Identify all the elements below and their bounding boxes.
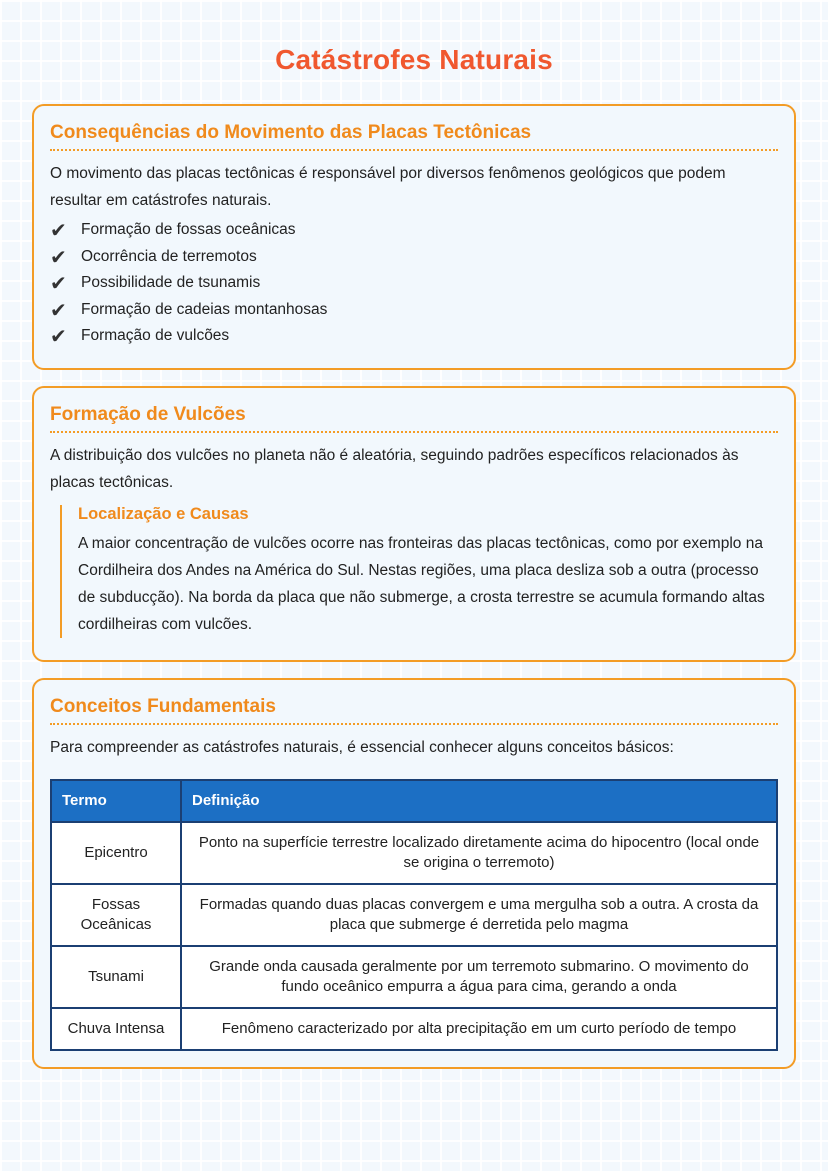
list-item — [50, 217, 778, 244]
definition-cell: Fenômeno caracterizado por alta precipitação em um curto período de tempo — [181, 1008, 777, 1050]
term-cell: Epicentro — [51, 822, 181, 884]
list-item — [50, 323, 778, 350]
check-icon: ✔ — [50, 297, 67, 322]
check-icon: ✔ — [50, 271, 67, 296]
list-item — [50, 297, 778, 324]
card-volcano-formation — [32, 386, 796, 662]
list-item — [50, 270, 778, 297]
definition-cell: Grande onda causada geralmente por um terremoto submarino. O movimento do fundo oceânico empurra a água para cima, gerando a onda — [181, 946, 777, 1008]
list-item-label: Possibilidade de tsunamis — [81, 274, 261, 292]
table-row — [51, 822, 777, 884]
card-tectonic-consequences — [32, 104, 796, 370]
list-item-label: Formação de fossas oceânicas — [81, 221, 296, 239]
terms-table — [50, 779, 778, 1051]
list-item — [50, 244, 778, 271]
table-row — [51, 884, 777, 946]
subsection-heading: Localização e Causas — [78, 504, 249, 523]
table-header-row — [51, 780, 777, 822]
term-cell: Chuva Intensa — [51, 1008, 181, 1050]
card-fundamental-concepts — [32, 678, 796, 1069]
list-item-label: Ocorrência de terremotos — [81, 247, 257, 265]
check-icon: ✔ — [50, 324, 67, 349]
consequences-list — [50, 217, 778, 350]
section-intro: A distribuição dos vulcões no planeta não é aleatória, seguindo padrões específicos relacionados às placas tectônicas. — [50, 446, 739, 491]
section-intro: O movimento das placas tectônicas é responsável por diversos fenômenos geológicos que podem resultar em catástrofes naturais. — [50, 165, 726, 209]
definition-cell: Ponto na superfície terrestre localizado diretamente acima do hipocentro (local onde se origina o terremoto) — [181, 822, 777, 884]
table-row — [51, 946, 777, 1008]
section-heading: Formação de Vulcões — [50, 404, 778, 433]
list-item-label: Formação de cadeias montanhosas — [81, 300, 328, 318]
section-intro: Para compreender as catástrofes naturais, é essencial conhecer alguns conceitos básicos: — [50, 738, 674, 756]
check-icon: ✔ — [50, 218, 67, 243]
subsection-text: A maior concentração de vulcões ocorre nas fronteiras das placas tectônicas, como por exemplo na Cordilheira dos Andes na América do Sul. Nestas regiões, uma placa desliza sob a outra (processo de subducção). Na borda da placa que não submerge, a crosta terrestre se acumula formando altas cordilheiras com vulcões. — [78, 534, 765, 633]
section-heading: Consequências do Movimento das Placas Tectônicas — [50, 122, 778, 151]
subsection-location-causes — [60, 505, 778, 638]
definition-cell: Formadas quando duas placas convergem e uma mergulha sob a outra. A crosta da placa que submerge é derretida pelo magma — [181, 884, 777, 946]
column-header-definition: Definição — [181, 780, 777, 822]
table-row — [51, 1008, 777, 1050]
term-cell: Tsunami — [51, 946, 181, 1008]
check-icon: ✔ — [50, 244, 67, 269]
term-cell: Fossas Oceânicas — [51, 884, 181, 946]
page-title: Catástrofes Naturais — [275, 44, 553, 75]
column-header-term: Termo — [51, 780, 181, 822]
list-item-label: Formação de vulcões — [81, 327, 230, 345]
section-heading: Conceitos Fundamentais — [50, 696, 778, 725]
